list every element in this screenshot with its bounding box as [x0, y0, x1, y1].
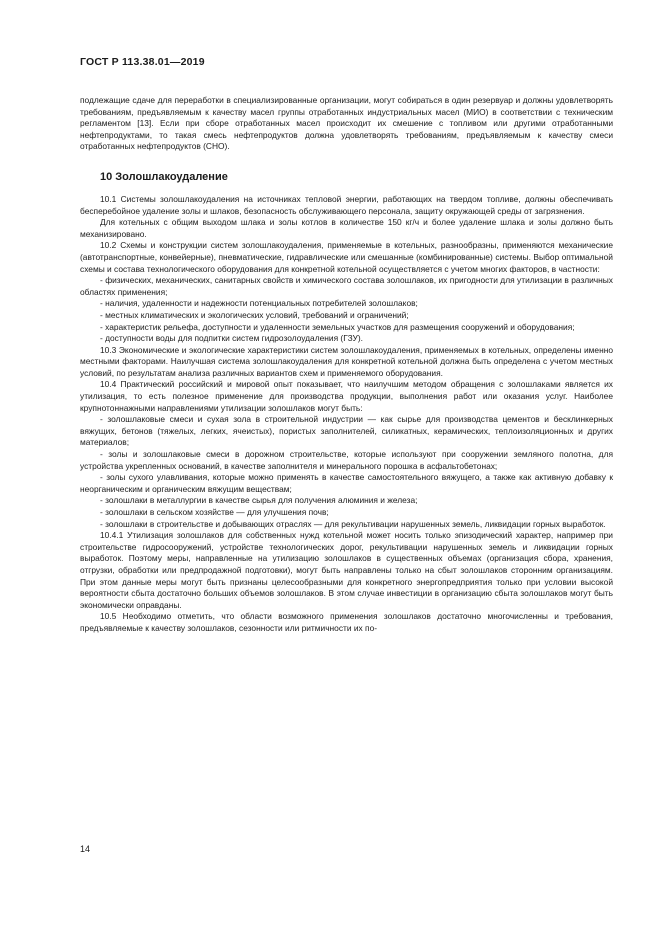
list-item: - физических, механических, санитарных свойств и химического состава золошлаков, их пригодности для утилизации в различных областях применения; [80, 275, 613, 297]
list-item: - золошлаки в строительстве и добывающих отраслях — для рекультивации нарушенных земель, ликвидации горных выработок. [100, 518, 606, 529]
paragraph-10-4: 10.4 Практический российский и мировой опыт показывает, что наилучшим методом обращения с золошлаками является их утилизация, то есть полезное применение для производства продукции, выполнения работ или оказания услуг. Наиболее крупнотоннажными направлениями утилизации золошлаков могут быть: [80, 379, 613, 413]
list-item: - характеристик рельефа, доступности и удаленности земельных участков для размещения сооружений и оборудования; [100, 321, 575, 332]
page-number: 14 [80, 844, 91, 854]
document-body [80, 95, 613, 635]
list-item: - золошлаковые смеси и сухая зола в строительной индустрии — как сырье для производства цементов и бесклинкерных вяжущих, бетонов (тяжелых, легких, ячеистых), пористых заполнителей, силикатных, керамических, теплоизоляционных и других материалов; [80, 414, 613, 448]
paragraph-10-3: 10.3 Экономические и экологические характеристики систем золошлакоудаления, применяемых в котельных, определены именно местными факторами. Наилучшая система золошлакоудаления для конкретной котельной должна быть определена с учетом местных условий, по результатам анализа различных вариантов схем и применяемого оборудования. [80, 344, 613, 378]
paragraph-10-2: 10.2 Схемы и конструкции систем золошлакоудаления, применяемые в котельных, разнообразны, применяются механические (автотранспортные, конвейерные), пневматические, гидравлические или смешанные (комбинированные) системы. Выбор оптимальной схемы и состава технологического оборудования для конкретной котельной осуществляется с учетом многих факторов, в частности: [80, 240, 613, 274]
paragraph-10-5: 10.5 Необходимо отметить, что области возможного применения золошлаков достаточно многочисленны и требования, предъявляемые к качеству золошлаков, сезонности или ритмичности их по- [80, 611, 613, 633]
list-item: - доступности воды для подпитки систем гидрозолоудаления (ГЗУ). [100, 333, 363, 344]
list-item: - золошлаки в сельском хозяйстве — для улучшения почв; [100, 507, 329, 517]
intro-paragraph: подлежащие сдаче для переработки в специализированные организации, могут собираться в один резервуар и должны удовлетворять требованиям, предъявляемым к качеству масел группы отработанных индустриальных масел (МИО) в соответствии с техническим регламентом [13]. Если при сборе отработанных масел происходит их смешение с топливом или другими отработанными нефтепродуктами, то такая смесь нефтепродуктов должна удовлетворять требованиям, предъявляемым к качеству смеси отработанных нефтепродуктов (СНО). [80, 95, 613, 152]
paragraph-boiler-mechanization: Для котельных с общим выходом шлака и золы котлов в количестве 150 кг/ч и более удаление шлака и золы должно быть механизировано. [80, 217, 613, 239]
list-item: - золошлаки в металлургии в качестве сырья для получения алюминия и железа; [100, 495, 418, 506]
list-item: - наличия, удаленности и надежности потенциальных потребителей золошлаков; [100, 298, 418, 309]
list-item: - золы и золошлаковые смеси в дорожном строительстве, которые используют при сооружении земляного полотна, для устройства укрепленных оснований, в качестве заполнителя и минерального порошка в асфальтобетонах; [80, 449, 613, 471]
paragraph-10-1: 10.1 Системы золошлакоудаления на источниках тепловой энергии, работающих на твердом топливе, должны обеспечивать бесперебойное удаление золы и шлаков, безопасность обслуживающего персонала, защиту окружающей среды от загрязнения. [80, 193, 613, 216]
document-header-code: ГОСТ Р 113.38.01—2019 [80, 56, 205, 68]
list-item: - золы сухого улавливания, которые можно применять в качестве самостоятельного вяжущего, а также как активную добавку к неорганическим и органическим вяжущим веществам; [80, 472, 613, 494]
paragraph-10-4-1: 10.4.1 Утилизация золошлаков для собственных нужд котельной может носить только эпизодический характер, например при строительстве гидросооружений, устройстве технологических дорог, рекультивации нарушенных земель и ликвидации горных выработок. Поэтому меры, направленные на утилизацию золошлаков в существенных объемах (организация сбора, хранения, отгрузки, обработки или предпродажной подготовки), могут быть направлены только на сбыт золошлаков сторонним организациям. При этом данные меры могут быть признаны целесообразными для конкретного энергопредприятия только при условии высокой вероятности сбыта достаточно больших объемов золошлаков. В этом случае инвестиции в организацию сбыта золошлаков могут быть экономически оправданы. [80, 530, 613, 610]
list-item: - местных климатических и экологических условий, требований и ограничений; [100, 309, 409, 320]
section-title: 10 Золошлакоудаление [100, 170, 228, 183]
